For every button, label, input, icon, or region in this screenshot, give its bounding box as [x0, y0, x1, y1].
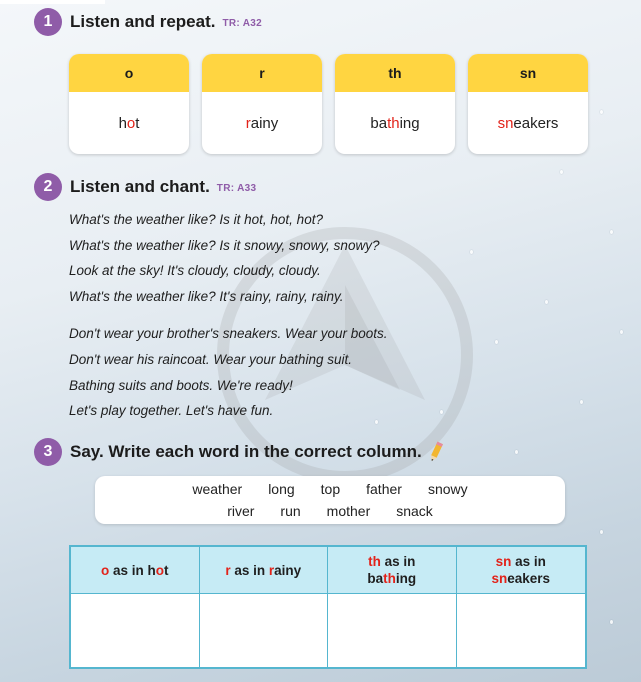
top-edge-bar — [0, 0, 105, 4]
sorting-table — [69, 545, 587, 669]
card-word: ba th ing — [370, 114, 420, 132]
phonics-card — [69, 54, 189, 154]
card-sound: sn — [468, 54, 588, 92]
chant-line: What's the weather like? It's rainy, rainy, rainy. — [69, 288, 344, 304]
answer-cell[interactable] — [200, 594, 329, 667]
section-number-badge: 1 — [34, 8, 62, 36]
chant-line: Don't wear your brother's sneakers. Wear your boots. — [69, 326, 388, 342]
section-title: Listen and chant. — [70, 177, 210, 196]
word-bank-word: mother — [326, 503, 371, 519]
card-word: r ainy — [245, 114, 279, 132]
word-bank-word: weather — [192, 481, 243, 497]
word-bank-word: snowy — [427, 481, 468, 497]
word-bank — [95, 476, 565, 524]
answer-cell[interactable] — [328, 594, 457, 667]
pencil-icon — [429, 441, 443, 463]
section-title: Listen and repeat. — [70, 12, 216, 31]
answer-cell[interactable] — [71, 594, 200, 667]
section-1-header — [34, 8, 262, 36]
track-label: TR: A33 — [216, 183, 257, 194]
section-2-header — [34, 173, 256, 201]
table-header-cell: o as in hot — [71, 547, 200, 594]
card-sound: th — [335, 54, 455, 92]
word-bank-word: top — [320, 481, 341, 497]
section-number-badge: 2 — [34, 173, 62, 201]
card-sound: o — [69, 54, 189, 92]
chant-line: What's the weather like? Is it hot, hot, hot? — [69, 212, 323, 227]
table-header-cell: sn as in sneakers — [457, 547, 586, 594]
section-title: Say. Write each word in the correct column. — [70, 442, 422, 461]
phonics-card — [335, 54, 455, 154]
track-label: TR: A32 — [222, 18, 262, 29]
word-bank-word: snack — [396, 503, 433, 519]
table-header-cell: th as in bathing — [328, 547, 457, 594]
answer-cell[interactable] — [457, 594, 586, 667]
chant-line: What's the weather like? Is it snowy, snowy, snowy? — [69, 237, 380, 253]
word-bank-word: father — [366, 481, 402, 497]
card-word: h o t — [118, 114, 140, 132]
word-bank-word: river — [227, 503, 255, 519]
chant-line: Look at the sky! It's cloudy, cloudy, cloudy. — [69, 263, 321, 279]
word-bank-word: long — [268, 481, 295, 497]
section-number-badge: 3 — [34, 438, 62, 466]
phonics-card — [468, 54, 588, 154]
section-3-header — [34, 438, 443, 466]
card-word: sn eakers — [497, 114, 559, 132]
chant-text — [69, 207, 388, 424]
phonics-card — [202, 54, 322, 154]
chant-line: Let's play together. Let's have fun. — [69, 403, 274, 419]
phonics-cards — [69, 54, 588, 154]
table-header-cell: r as in rainy — [200, 547, 329, 594]
word-bank-word: run — [280, 503, 301, 519]
card-sound: r — [202, 54, 322, 92]
chant-line: Don't wear his raincoat. Wear your bathing suit. — [69, 351, 352, 367]
chant-line: Bathing suits and boots. We're ready! — [69, 377, 293, 393]
